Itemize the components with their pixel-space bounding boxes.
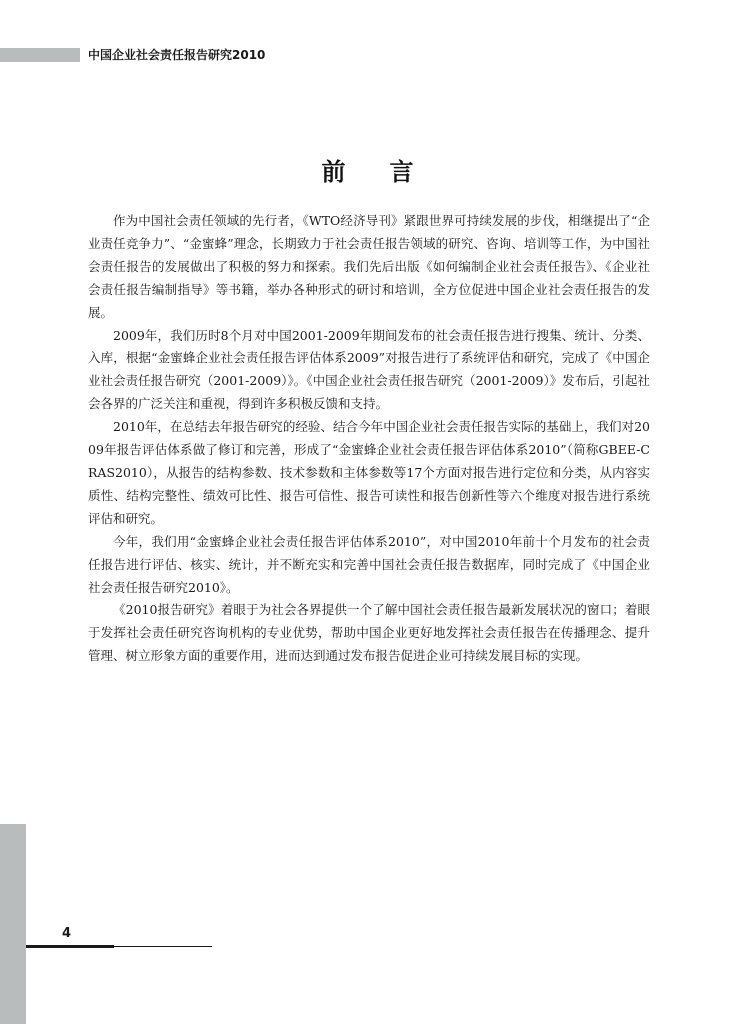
paragraph-4: 今年，我们用“金蜜蜂企业社会责任报告评估体系2010”，对中国2010年前十个月发布的社会责任报告进行评估、核实、统计，并不断充实和完善中国社会责任报告数据库，同时完成了《中国企业社会责任报告研究2010》。	[88, 533, 650, 595]
side-accent-bar	[0, 824, 26, 1024]
page-title: 前言	[321, 157, 458, 186]
paragraph-5: 《2010报告研究》着眼于为社会各界提供一个了解中国社会责任报告最新发展状况的窗口；着眼于发挥社会责任研究咨询机构的专业优势，帮助中国企业更好地发挥社会责任报告在传播理念、提升管理、树立形象方面的重要作用，进而达到通过发布报告促进企业可持续发展目标的实现。	[88, 602, 650, 664]
preface-body	[88, 210, 650, 668]
paragraph-2: 2009年，我们历时8个月对中国2001-2009年期间发布的社会责任报告进行搜集、统计、分类、入库，根据“金蜜蜂企业社会责任报告评估体系2009”对报告进行了系统评估和研究，完成了《中国企业社会责任报告研究（2001-2009）》。《中国企业社会责任报告研究（2001-2009）》发布后，引起社会各界的广泛关注和重视，得到许多积极反馈和支持。	[88, 327, 650, 412]
header-accent-bar	[0, 48, 80, 62]
header-separator	[80, 46, 83, 64]
running-header-title: 中国企业社会责任报告研究2010	[88, 48, 266, 62]
footer-rule-thick	[26, 945, 114, 948]
paragraph-3: 2010年，在总结去年报告研究的经验、结合今年中国企业社会责任报告实际的基础上，我们对2009年报告评估体系做了修订和完善，形成了“金蜜蜂企业社会责任报告评估体系2010”（简称GBEE-CRAS2010），从报告的结构参数、技术参数和主体参数等17个方面对报告进行定位和分类，从内容实质性、结构完整性、绩效可比性、报告可信性、报告可读性和报告创新性等六个维度对报告进行系统评估和研究。	[88, 419, 650, 526]
footer-rule-thin	[114, 946, 212, 947]
page-number: 4	[62, 926, 72, 941]
paragraph-1: 作为中国社会责任领域的先行者，《WTO经济导刊》紧跟世界可持续发展的步伐，相继提出了“企业责任竞争力”、“金蜜蜂”理念，长期致力于社会责任报告领域的研究、咨询、培训等工作，为中国社会责任报告的发展做出了积极的努力和探索。我们先后出版《如何编制企业社会责任报告》、《企业社会责任报告编制指导》等书籍，举办各种形式的研讨和培训，全方位促进中国企业社会责任报告的发展。	[88, 213, 650, 320]
